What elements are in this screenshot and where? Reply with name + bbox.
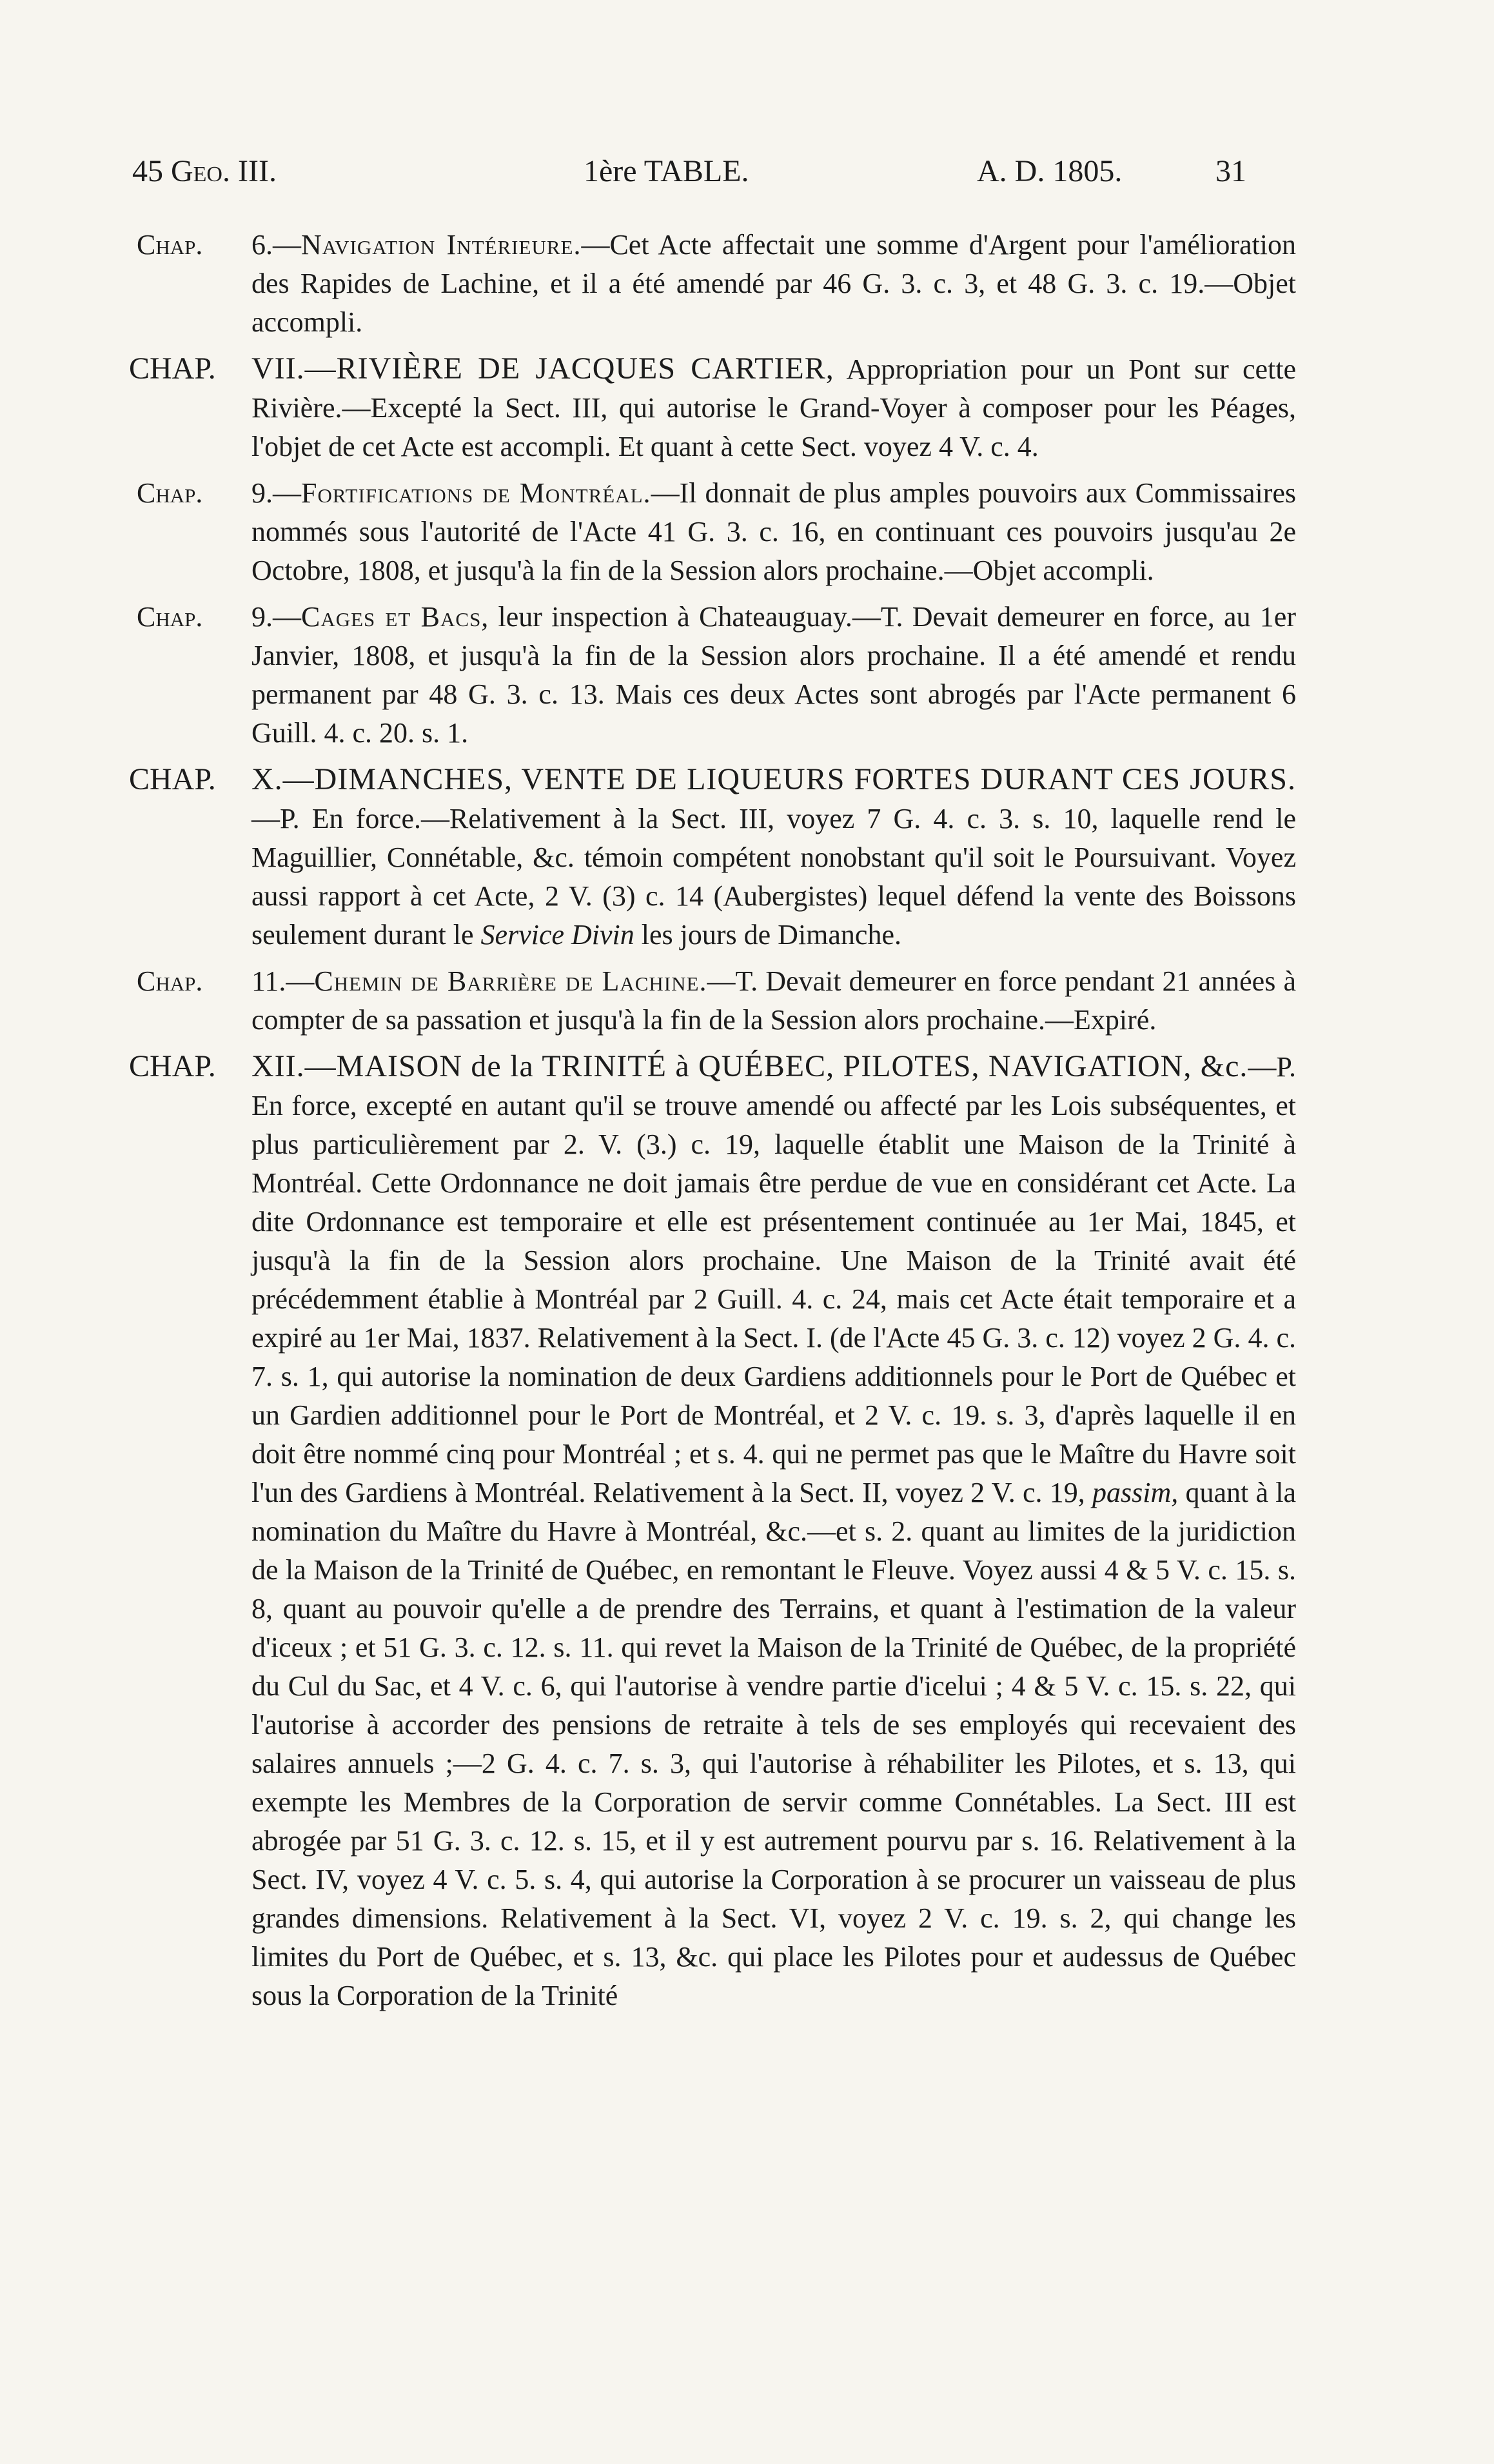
entry-number: 9.—	[251, 601, 301, 633]
entry-text-continued: les jours de Dimanche.	[634, 919, 901, 951]
entry-label: CHAP.	[129, 762, 216, 796]
entry-label: Chap.	[137, 601, 203, 633]
document-body	[129, 226, 1296, 2023]
entry-title: Cages et Bacs,	[301, 601, 489, 633]
entry-text: —P. En force.—Relativement à la Sect. III, voyez 7 G. 4. c. 3. s. 10, laquelle rend le Maguillier, Connétable, &c. témoin compétent nonobstant qu'il soit le Poursuivant. Voyez aussi rapport à cet Acte, 2 V. (3) c. 14 (Aubergistes) lequel défend la vente des Boissons seulement durant le	[251, 803, 1296, 951]
entry-label: Chap.	[137, 477, 203, 509]
entry-title: Navigation Intérieure.	[301, 229, 582, 261]
entry-number: 6.—	[251, 229, 301, 261]
entry-title: Chemin de Barrière de Lachine.	[314, 965, 707, 997]
header-table-title: 1ère TABLE.	[584, 154, 749, 188]
entry-text-continued: quant à la nomination du Maître du Havre à Montréal, &c.—et s. 2. quant au limites de la juridiction de la Maison de la Trinité de Québec, en remontant le Fleuve. Voyez aussi 4 & 5 V. c. 15. s. 8, quant au pouvoir qu'elle a de prendre des Terrains, et quant à l'estimation de la valeur d'iceux ; et 51 G. 3. c. 12. s. 11. qui revet la Maison de la Trinité de Québec, de la propriété du Cul du Sac, et 4 V. c. 6, qui l'autorise à vendre partie d'icelui ; 4 & 5 V. c. 15. s. 22, qui l'autorise à accorder des pensions de retraite à tels de ses employés qui recevaient des salaires annuels ;—2 G. 4. c. 7. s. 3, qui l'autorise à réhabiliter les Pilotes, et s. 13, qui exempte les Membres de la Corporation de servir comme Connétables. La Sect. III est abrogée par 51 G. 3. c. 12. s. 15, et il y est autrement pourvu par s. 16. Relativement à la Sect. IV, voyez 4 V. c. 5. s. 4, qui autorise la Corporation à se procurer un vaisseau de plus grandes dimensions. Relativement à la Sect. VI, voyez 2 V. c. 19. s. 2, qui change les limites du Port de Québec, et s. 13, &c. qui place les Pilotes pour et audessus de Québec sous la Corporation de la Trinité	[251, 1477, 1296, 2011]
entry-text: Appropriation pour un Pont sur cette Rivière.—Excepté la Sect. III, qui autorise le Grand-Voyer à composer pour les Péages, l'objet de cet Acte est accompli. Et quant à cette Sect. voyez 4 V. c. 4.	[251, 353, 1296, 462]
running-header	[0, 153, 1494, 212]
entry-emphasis: passim,	[1092, 1477, 1179, 1508]
entry-chap-9-cages	[129, 598, 1296, 753]
entry-label: Chap.	[137, 229, 203, 261]
header-reign: 45 Geo. III.	[132, 154, 277, 188]
entry-number: VII.—	[251, 351, 337, 386]
entry-chap-10	[129, 760, 1296, 954]
entry-number: X.—	[251, 762, 315, 796]
entry-text: —T. Devait demeurer en force pendant 21 années à compter de sa passation et jusqu'à la fin de la Session alors prochaine.—Expiré.	[251, 965, 1297, 1036]
entry-chap-12	[129, 1047, 1296, 2015]
entry-label: CHAP.	[129, 351, 216, 386]
entry-title: MAISON de la TRINITÉ à QUÉBEC, PILOTES, NAVIGATION, &c.	[336, 1049, 1248, 1083]
entry-label: CHAP.	[129, 1049, 216, 1083]
entry-number: 9.—	[251, 477, 301, 509]
entry-emphasis: Service Divin	[480, 919, 634, 951]
entry-title: Fortifications de Montréal.	[301, 477, 651, 509]
page-number: 31	[1215, 154, 1246, 188]
entry-chap-9-fortifications	[129, 474, 1296, 590]
entry-text: leur inspection à Chateauguay.—T. Devait demeurer en force, au 1er Janvier, 1808, et jusqu'à la fin de la Session alors prochaine. Il a été amendé et rendu permanent par 48 G. 3. c. 13. Mais ces deux Actes sont abrogés par l'Acte permanent 6 Guill. 4. c. 20. s. 1.	[251, 601, 1296, 749]
entry-title: RIVIÈRE DE JACQUES CARTIER,	[336, 351, 834, 386]
entry-chap-7	[129, 350, 1296, 466]
entry-text: —P. En force, excepté en autant qu'il se trouve amendé ou affecté par les Lois subséquentes, et plus particulièrement par 2. V. (3.) c. 19, laquelle établit une Maison de la Trinité à Montréal. Cette Ordonnance ne doit jamais être perdue de vue en considérant cet Acte. La dite Ordonnance est temporaire et elle est présentement continuée au 1er Mai, 1845, et jusqu'à la fin de la Session alors prochaine. Une Maison de la Trinité avait été précédemment établie à Montréal par 2 Guill. 4. c. 24, mais cet Acte était temporaire et a expiré au 1er Mai, 1837. Relativement à la Sect. I. (de l'Acte 45 G. 3. c. 12) voyez 2 G. 4. c. 7. s. 1, qui autorise la nomination de deux Gardiens additionnels pour le Port de Québec et un Gardien additionnel pour le Port de Montréal, et 2 V. c. 19. s. 3, d'après laquelle il en doit être nommé cinq pour Montréal ; et s. 4. qui ne permet pas que le Maître du Havre soit l'un des Gardiens à Montréal. Relativement à la Sect. II, voyez 2 V. c. 19,	[251, 1051, 1296, 1508]
entry-text: —Il donnait de plus amples pouvoirs aux Commissaires nommés sous l'autorité de l'Acte 41 G. 3. c. 16, en continuant ces pouvoirs jusqu'au 2e Octobre, 1808, et jusqu'à la fin de la Session alors prochaine.—Objet accompli.	[251, 477, 1296, 586]
entry-text: —Cet Acte affectait une somme d'Argent pour l'amélioration des Rapides de Lachine, et il a été amendé par 46 G. 3. c. 3, et 48 G. 3. c. 19.—Objet accompli.	[251, 229, 1296, 338]
entry-number: 11.—	[251, 965, 315, 997]
entry-chap-6	[129, 226, 1296, 342]
entry-label: Chap.	[137, 965, 203, 997]
entry-number: XII.—	[251, 1049, 337, 1083]
entry-chap-11	[129, 962, 1296, 1040]
header-year: A. D. 1805.	[977, 154, 1123, 188]
entry-title: DIMANCHES, VENTE DE LIQUEURS FORTES DURANT CES JOURS.	[314, 762, 1296, 796]
